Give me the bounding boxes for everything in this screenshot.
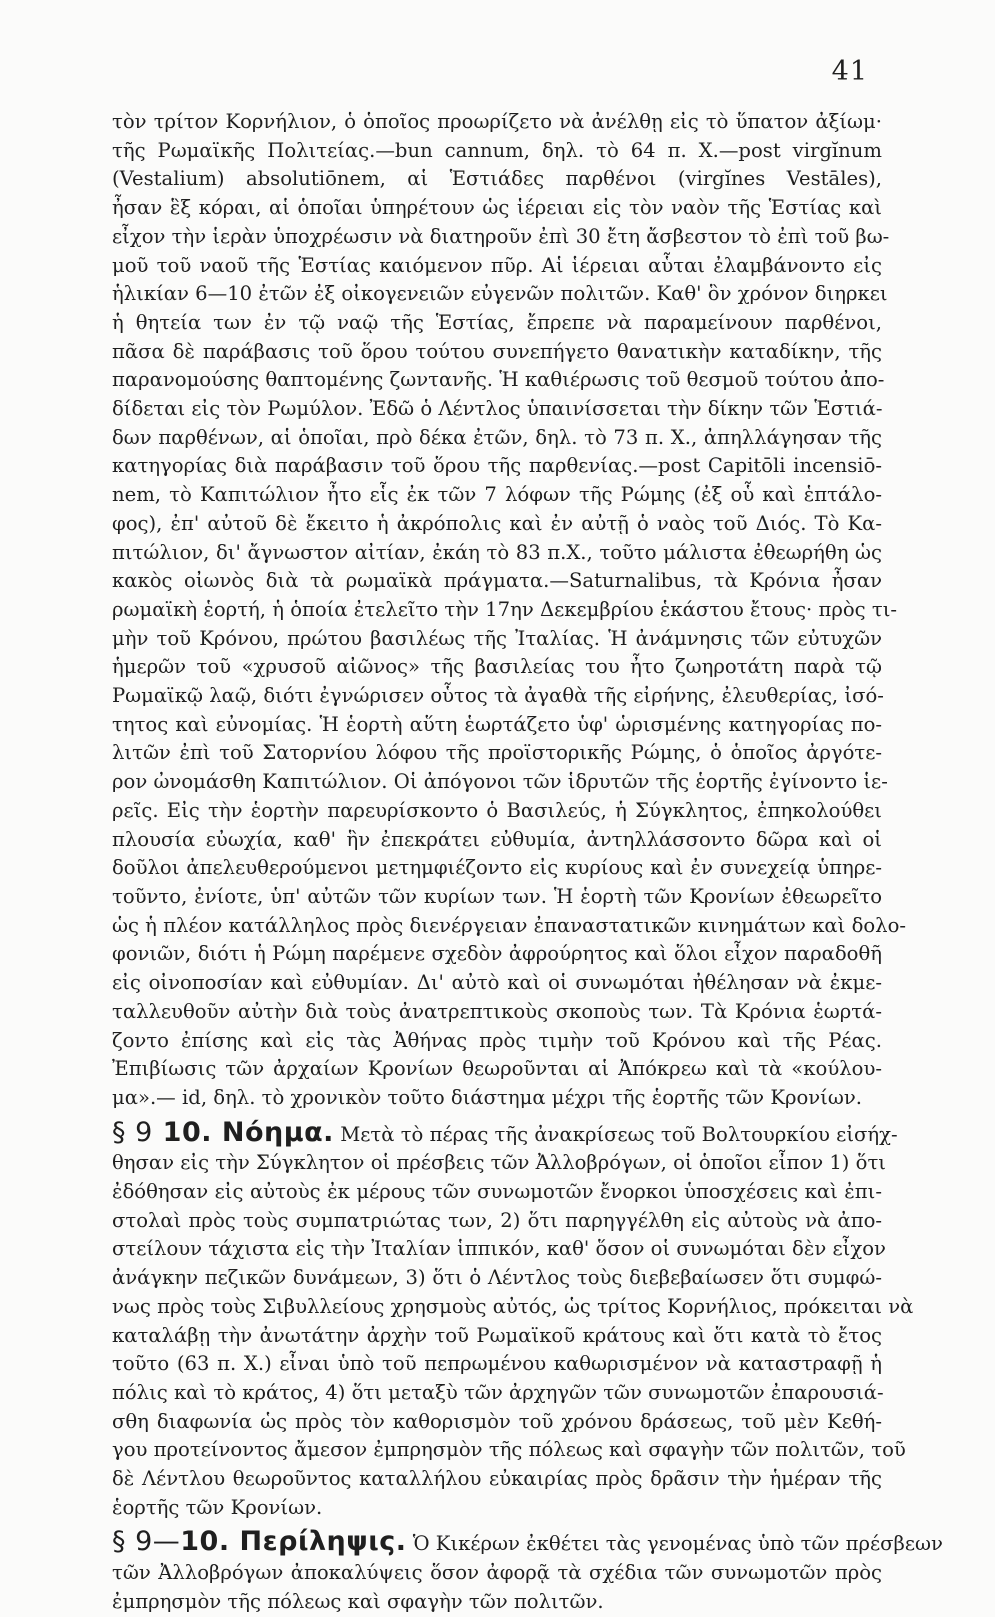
text-line: ταλλευθοῦν αὐτὴν διὰ τοὺς ἀνατρεπτικοὺς σκοποὺς των. Τὰ Κρόνια ἑωρτά- [112,999,882,1023]
text-line: ἐδόθησαν εἰς αὐτοὺς ἐκ μέρους τῶν συνωμοτῶν ἔνορκοι ὑποσχέσεις καὶ ἐπι- [112,1180,882,1204]
text-line: πόλις καὶ τὸ κράτος, 4) ὅτι μεταξὺ τῶν ἀρχηγῶν τῶν συνωμοτῶν ἐπαρουσιά- [112,1380,884,1404]
section-perilipsis [112,1526,943,1616]
text-line: καταλάβῃ τὴν ἀνωτάτην ἀρχὴν τοῦ Ρωμαϊκοῦ κράτους καὶ ὅτι κατὰ τὸ ἔτος [112,1323,882,1347]
page-number: 41 [831,56,868,87]
section-heading: § 9—10. Περίληψις. [112,1526,407,1558]
text-line: δίδεται εἰς τὸν Ρωμύλον. Ἐδῶ ὁ Λέντλος ὑπαινίσσεται τὴν δίκην τῶν Ἑστιά- [112,397,883,421]
commentary-paragraph [112,108,907,1113]
text-line: στείλουν τάχιστα εἰς τὴν Ἰταλίαν ἱππικόν, καθ' ὅσον οἱ συνωμόται δὲν εἶχον [112,1237,886,1261]
text-line: γου προτείνοντος ἄμεσον ἐμπρησμὸν τῆς πόλεως καὶ σφαγὴν τῶν πολιτῶν, τοῦ [112,1438,906,1462]
text-line: πλουσία εὐωχία, καθ' ἣν ἐπεκράτει εὐθυμία, ἀντηλλάσσοντο δῶρα καὶ οἱ [112,827,882,851]
text-line: δων παρθένων, αἱ ὁποῖαι, πρὸ δέκα ἐτῶν, δηλ. τὸ 73 π. Χ., ἀπηλλάγησαν τῆς [112,425,882,449]
text-line: ἑορτῆς τῶν Κρονίων. [112,1495,323,1519]
text-line: δὲ Λέντλου θεωροῦντος καταλλήλου εὐκαιρίας πρὸς δρᾶσιν τὴν ἡμέραν τῆς [112,1467,882,1491]
text-line: τῆς Ρωμαϊκῆς Πολιτείας.—bun cannum, δηλ. τὸ 64 π. Χ.—post virgĭnum [112,138,882,162]
text-line: ἡ θητεία των ἐν τῷ ναῷ τῆς Ἑστίας, ἔπρεπε νὰ παραμείνουν παρθένοι, [112,310,882,334]
text-line: ἦσαν ἓξ κόραι, αἱ ὁποῖαι ὑπηρέτουν ὡς ἱέρειαι εἰς τὸν ναὸν τῆς Ἑστίας καὶ [112,196,882,220]
text-line: μοῦ τοῦ ναοῦ τῆς Ἑστίας καιόμενον πῦρ. Αἱ ἱέρειαι αὗται ἐλαμβάνοντο εἰς [112,253,882,277]
text-line: λιτῶν ἐπὶ τοῦ Σατορνίου λόφου τῆς προϊστορικῆς Ρώμης, ὁ ὁποῖος ἀργότε- [112,741,882,765]
text-line: φονιῶν, διότι ἡ Ρώμη παρέμενε σχεδὸν ἀφρούρητος καὶ ὅλοι εἶχον παραδοθῆ [112,942,882,966]
section-first-line: Μετὰ τὸ πέρας τῆς ἀνακρίσεως τοῦ Βολτουρκίου εἰσήχ- [340,1122,898,1146]
text-line: ζοντο ἐπίσης καὶ εἰς τὰς Ἀθήνας πρὸς τιμὴν τοῦ Κρόνου καὶ τῆς Ρέας. [112,1028,882,1052]
section-heading-line [112,1116,898,1150]
text-line: κατηγορίας διὰ παράβασιν τοῦ ὅρου τῆς παρθενίας.—post Capitōli incensiō- [112,454,882,478]
section-heading-line [112,1526,943,1559]
text-block [112,108,943,1617]
text-line: στολαὶ πρὸς τοὺς συμπατριώτας των, 2) ὅτι παρηγγέλθη εἰς αὐτοὺς νὰ ἀπο- [112,1208,882,1232]
text-line: μὴν τοῦ Κρόνου, πρώτου βασιλέως τῆς Ἰταλίας. Ἡ ἀνάμνησις τῶν εὐτυχῶν [112,626,882,650]
text-line: Ἐπιβίωσις τῶν ἀρχαίων Κρονίων θεωροῦνται αἱ Ἀπόκρεω καὶ τὰ «κούλου- [112,1057,882,1081]
text-line: ἡλικίαν 6—10 ἐτῶν ἐξ οἰκογενειῶν εὐγενῶν πολιτῶν. Καθ' ὃν χρόνον διηρκει [112,282,888,306]
text-line: κακὸς οἰωνὸς διὰ τὰ ρωμαϊκὰ πράγματα.—Saturnalibus, τὰ Κρόνια ἦσαν [112,569,882,593]
text-line: ὡς ἡ πλέον κατάλληλος πρὸς διενέργειαν ἐπαναστατικῶν κινημάτων καὶ δολο- [112,913,907,937]
text-line: nem, τὸ Καπιτώλιον ἦτο εἷς ἐκ τῶν 7 λόφων τῆς Ρώμης (ἐξ οὗ καὶ ἑπτάλο- [112,483,882,507]
text-line: εἰς οἰνοποσίαν καὶ εὐθυμίαν. Δι' αὐτὸ καὶ οἱ συνωμόται ἠθέλησαν νὰ ἐκμε- [112,971,882,995]
text-line: ρον ὠνομάσθη Καπιτώλιον. Οἱ ἀπόγονοι τῶν ἱδρυτῶν τῆς ἑορτῆς ἐγίνοντο ἱε- [112,770,888,794]
text-line: νως πρὸς τοὺς Σιβυλλείους χρησμοὺς αὐτός, ὡς τρίτος Κορνήλιος, πρόκειται νὰ [112,1294,914,1318]
text-line: (Vestalium) absolutiōnem, αἱ Ἑστιάδες παρθένοι (virgĭnes Vestāles), [112,167,882,191]
text-line: ρωμαϊκὴ ἑορτή, ἡ ὁποία ἐτελεῖτο τὴν 17ην Δεκεμβρίου ἑκάστου ἔτους· πρὸς τι- [112,597,898,621]
text-line: τῶν Ἀλλοβρόγων ἀποκαλύψεις ὅσον ἀφορᾷ τὰ σχέδια τῶν συνωμοτῶν πρὸς [112,1561,882,1585]
text-line: θησαν εἰς τὴν Σύγκλητον οἱ πρέσβεις τῶν Ἀλλοβρόγων, οἱ ὁποῖοι εἶπον 1) ὅτι [112,1151,886,1175]
text-line: ρεῖς. Εἰς τὴν ἑορτὴν παρευρίσκοντο ὁ Βασιλεύς, ἡ Σύγκλητος, ἐπηκολούθει [112,798,882,822]
text-line: τητος καὶ εὐνομίας. Ἡ ἑορτὴ αὕτη ἑωρτάζετο ὑφ' ὡρισμένης κατηγορίας πο- [112,712,882,736]
text-line: ἡμερῶν τοῦ «χρυσοῦ αἰῶνος» τῆς βασιλείας του ἦτο ζωηροτάτη παρὰ τῷ [112,655,882,679]
text-line: τοῦντο, ἐνίοτε, ὑπ' αὐτῶν τῶν κυρίων των. Ἡ ἑορτὴ τῶν Κρονίων ἐθεωρεῖτο [112,884,882,908]
text-line: πιτώλιον, δι' ἄγνωστον αἰτίαν, ἐκάη τὸ 83 π.Χ., τοῦτο μάλιστα ἐθεωρήθη ὡς [112,540,882,564]
text-line: τοῦτο (63 π. Χ.) εἶναι ὑπὸ τοῦ πεπρωμένου καθωρισμένον νὰ καταστραφῇ ἡ [112,1352,882,1376]
text-line: φος), ἐπ' αὐτοῦ δὲ ἔκειτο ἡ ἀκρόπολις καὶ ἐν αὐτῇ ὁ ναὸς τοῦ Διός. Τὸ Κα- [112,511,882,535]
section-heading: § 9 10. Νόημα. [112,1116,334,1148]
text-line: τὸν τρίτον Κορνήλιον, ὁ ὁποῖος προωρίζετο νὰ ἀνέλθῃ εἰς τὸ ὕπατον ἀξίωμ· [112,110,882,133]
text-line: ἀνάγκην πεζικῶν δυνάμεων, 3) ὅτι ὁ Λέντλος τοὺς διεβεβαίωσεν ὅτι συμφώ- [112,1266,882,1290]
section-noema [112,1116,914,1523]
text-line: δοῦλοι ἀπελευθερούμενοι μετημφιέζοντο εἰς κυρίους καὶ ἐν συνεχείᾳ ὑπηρε- [112,856,882,880]
text-line: σθη διαφωνία ὡς πρὸς τὸν καθορισμὸν τοῦ χρόνου δράσεως, τοῦ μὲν Κεθή- [112,1409,882,1433]
text-line: εἶχον τὴν ἱερὰν ὑποχρέωσιν νὰ διατηροῦν ἐπὶ 30 ἔτη ἄσβεστον τὸ ἐπὶ τοῦ βω- [112,224,890,248]
text-line: μα».— id, δηλ. τὸ χρονικὸν τοῦτο διάστημα μέχρι τῆς ἑορτῆς τῶν Κρονίων. [112,1085,862,1109]
text-line: παρανομούσης θαπτομένης ζωντανῆς. Ἡ καθιέρωσις τοῦ θεσμοῦ τούτου ἀπο- [112,368,885,392]
text-line: Ρωμαϊκῷ λαῷ, διότι ἐγνώρισεν οὗτος τὰ ἀγαθὰ τῆς εἰρήνης, ἐλευθερίας, ἰσό- [112,684,884,708]
text-line: πᾶσα δὲ παράβασις τοῦ ὅρου τούτου συνεπήγετο θανατικὴν καταδίκην, τῆς [112,339,882,363]
text-line: ἐμπρησμὸν τῆς πόλεως καὶ σφαγὴν τῶν πολιτῶν. [112,1589,604,1613]
section-first-line: Ὁ Κικέρων ἐκθέτει τὰς γενομένας ὑπὸ τῶν πρέσβεων [412,1532,943,1556]
